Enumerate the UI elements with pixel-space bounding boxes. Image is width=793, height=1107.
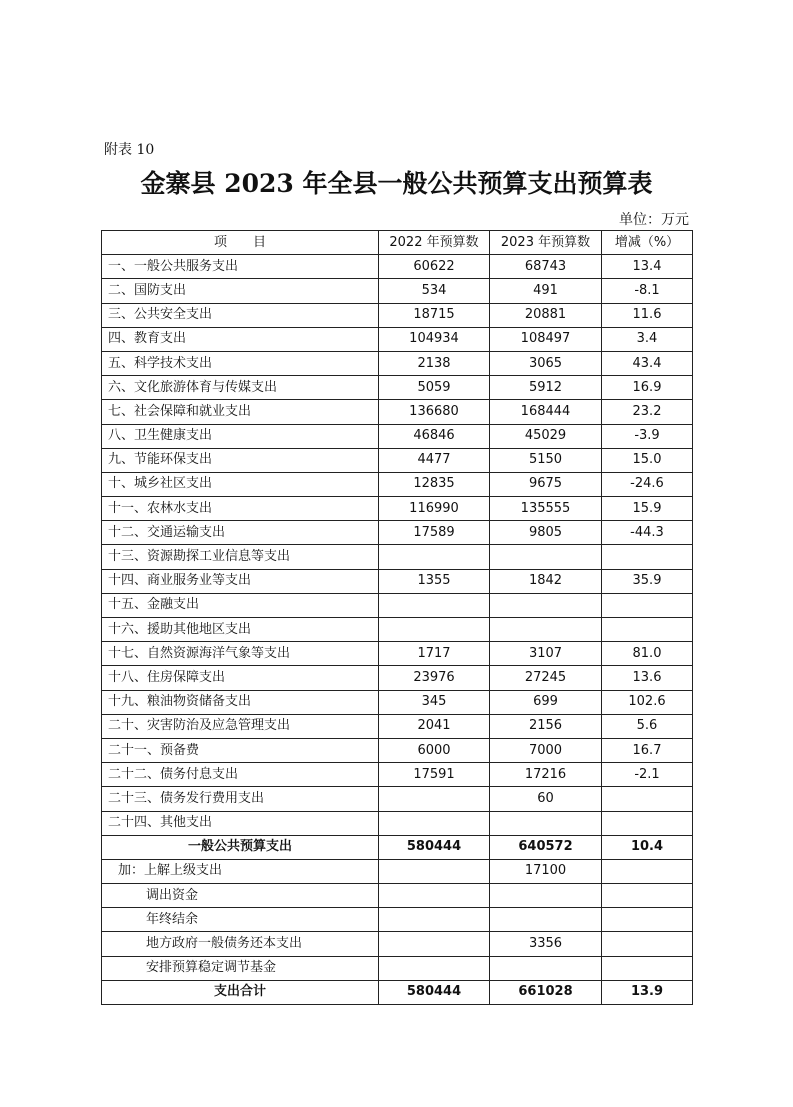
subtotal-row	[102, 835, 693, 859]
cell-change: 23.2	[602, 400, 693, 424]
cell-budget-2022: 534	[379, 279, 490, 303]
unit-label: 单位：万元	[619, 212, 689, 228]
cell-item: 十六、援助其他地区支出	[102, 618, 379, 642]
cell-item: 地方政府一般债务还本支出	[102, 932, 379, 956]
cell-budget-2023: 27245	[490, 666, 602, 690]
table-row	[102, 666, 693, 690]
cell-item: 四、教育支出	[102, 327, 379, 351]
cell-budget-2023: 9675	[490, 472, 602, 496]
cell-budget-2022: 104934	[379, 327, 490, 351]
cell-change: -8.1	[602, 279, 693, 303]
cell-item: 调出资金	[102, 884, 379, 908]
table-body	[102, 255, 693, 1005]
cell-change	[602, 956, 693, 980]
cell-budget-2022	[379, 859, 490, 883]
cell-budget-2022: 2041	[379, 714, 490, 738]
table-row	[102, 327, 693, 351]
cell-item: 二十、灾害防治及应急管理支出	[102, 714, 379, 738]
header-change: 增减（%）	[602, 231, 693, 255]
cell-change	[602, 618, 693, 642]
page-title: 金寨县 2023 年全县一般公共预算支出预算表	[140, 169, 653, 198]
cell-budget-2023: 2156	[490, 714, 602, 738]
cell-budget-2023: 3065	[490, 351, 602, 375]
table-row	[102, 472, 693, 496]
cell-budget-2023	[490, 908, 602, 932]
cell-budget-2023: 17100	[490, 859, 602, 883]
cell-item: 一般公共预算支出	[102, 835, 379, 859]
cell-change: -24.6	[602, 472, 693, 496]
cell-budget-2022: 46846	[379, 424, 490, 448]
cell-budget-2022: 18715	[379, 303, 490, 327]
cell-change: 43.4	[602, 351, 693, 375]
cell-change: 15.9	[602, 497, 693, 521]
cell-item: 十一、农林水支出	[102, 497, 379, 521]
cell-budget-2023: 168444	[490, 400, 602, 424]
cell-budget-2022	[379, 811, 490, 835]
table-row	[102, 279, 693, 303]
cell-budget-2023: 699	[490, 690, 602, 714]
table-row	[102, 618, 693, 642]
cell-budget-2022: 5059	[379, 376, 490, 400]
table-row	[102, 932, 693, 956]
cell-change: 10.4	[602, 835, 693, 859]
table-row	[102, 908, 693, 932]
appendix-label: 附表 10	[104, 142, 155, 158]
table-row	[102, 859, 693, 883]
cell-item: 十八、住房保障支出	[102, 666, 379, 690]
cell-budget-2023: 640572	[490, 835, 602, 859]
table-row	[102, 714, 693, 738]
cell-item: 十二、交通运输支出	[102, 521, 379, 545]
cell-item: 三、公共安全支出	[102, 303, 379, 327]
cell-item: 安排预算稳定调节基金	[102, 956, 379, 980]
cell-budget-2023: 491	[490, 279, 602, 303]
cell-change: 102.6	[602, 690, 693, 714]
cell-change	[602, 545, 693, 569]
cell-budget-2023: 20881	[490, 303, 602, 327]
cell-item: 五、科学技术支出	[102, 351, 379, 375]
cell-budget-2022: 580444	[379, 835, 490, 859]
cell-item: 二十四、其他支出	[102, 811, 379, 835]
cell-item: 十九、粮油物资储备支出	[102, 690, 379, 714]
cell-item: 加：上解上级支出	[102, 859, 379, 883]
cell-budget-2022	[379, 908, 490, 932]
cell-budget-2022: 116990	[379, 497, 490, 521]
cell-budget-2023: 60	[490, 787, 602, 811]
header-item: 项 目	[102, 231, 379, 255]
cell-change	[602, 884, 693, 908]
cell-item: 六、文化旅游体育与传媒支出	[102, 376, 379, 400]
cell-budget-2022	[379, 593, 490, 617]
table-row	[102, 448, 693, 472]
cell-change: 3.4	[602, 327, 693, 351]
cell-budget-2022: 17589	[379, 521, 490, 545]
cell-change: 16.9	[602, 376, 693, 400]
table-header-row	[102, 231, 693, 255]
table-row	[102, 738, 693, 762]
cell-item: 二十一、预备费	[102, 738, 379, 762]
table-row	[102, 255, 693, 279]
cell-budget-2022: 345	[379, 690, 490, 714]
cell-change	[602, 787, 693, 811]
cell-budget-2023: 108497	[490, 327, 602, 351]
cell-change	[602, 811, 693, 835]
cell-budget-2022	[379, 956, 490, 980]
cell-item: 七、社会保障和就业支出	[102, 400, 379, 424]
cell-change: 16.7	[602, 738, 693, 762]
cell-budget-2023: 7000	[490, 738, 602, 762]
table-row	[102, 956, 693, 980]
cell-budget-2023	[490, 956, 602, 980]
cell-change: 35.9	[602, 569, 693, 593]
table-row	[102, 884, 693, 908]
cell-budget-2022: 4477	[379, 448, 490, 472]
cell-item: 一、一般公共服务支出	[102, 255, 379, 279]
cell-budget-2022	[379, 618, 490, 642]
cell-budget-2022: 580444	[379, 980, 490, 1004]
cell-budget-2022: 2138	[379, 351, 490, 375]
table-row	[102, 593, 693, 617]
table-row	[102, 303, 693, 327]
cell-item: 二十二、债务付息支出	[102, 763, 379, 787]
cell-budget-2023: 68743	[490, 255, 602, 279]
cell-budget-2023: 9805	[490, 521, 602, 545]
header-budget-2023: 2023 年预算数	[490, 231, 602, 255]
cell-budget-2023	[490, 884, 602, 908]
cell-change: 5.6	[602, 714, 693, 738]
cell-budget-2022: 23976	[379, 666, 490, 690]
cell-change	[602, 593, 693, 617]
cell-change	[602, 908, 693, 932]
table-row	[102, 787, 693, 811]
cell-budget-2023: 5912	[490, 376, 602, 400]
cell-item: 十三、资源勘探工业信息等支出	[102, 545, 379, 569]
cell-budget-2023: 3107	[490, 642, 602, 666]
cell-budget-2022: 12835	[379, 472, 490, 496]
cell-item: 八、卫生健康支出	[102, 424, 379, 448]
table-row	[102, 690, 693, 714]
table-row	[102, 545, 693, 569]
cell-budget-2023: 135555	[490, 497, 602, 521]
table-row	[102, 424, 693, 448]
cell-change	[602, 932, 693, 956]
cell-budget-2022	[379, 787, 490, 811]
cell-item: 九、节能环保支出	[102, 448, 379, 472]
cell-change: -44.3	[602, 521, 693, 545]
cell-budget-2023	[490, 811, 602, 835]
cell-budget-2022: 17591	[379, 763, 490, 787]
cell-change: -3.9	[602, 424, 693, 448]
cell-change	[602, 859, 693, 883]
cell-budget-2022	[379, 884, 490, 908]
cell-budget-2023: 661028	[490, 980, 602, 1004]
table-row	[102, 497, 693, 521]
grand-total-row	[102, 980, 693, 1004]
cell-budget-2023: 45029	[490, 424, 602, 448]
cell-budget-2023: 1842	[490, 569, 602, 593]
table-row	[102, 400, 693, 424]
cell-change: 13.4	[602, 255, 693, 279]
cell-budget-2022	[379, 545, 490, 569]
cell-change: 11.6	[602, 303, 693, 327]
cell-change: 81.0	[602, 642, 693, 666]
table-row	[102, 763, 693, 787]
table-row	[102, 811, 693, 835]
table-row	[102, 569, 693, 593]
cell-budget-2022: 60622	[379, 255, 490, 279]
cell-budget-2022: 6000	[379, 738, 490, 762]
cell-item: 支出合计	[102, 980, 379, 1004]
cell-budget-2022: 1355	[379, 569, 490, 593]
cell-change: 13.6	[602, 666, 693, 690]
cell-change: 15.0	[602, 448, 693, 472]
cell-change: 13.9	[602, 980, 693, 1004]
cell-item: 十五、金融支出	[102, 593, 379, 617]
cell-item: 年终结余	[102, 908, 379, 932]
cell-item: 十四、商业服务业等支出	[102, 569, 379, 593]
cell-budget-2023	[490, 545, 602, 569]
cell-budget-2022: 136680	[379, 400, 490, 424]
cell-budget-2023: 3356	[490, 932, 602, 956]
budget-table	[101, 230, 693, 1005]
cell-budget-2023: 5150	[490, 448, 602, 472]
header-budget-2022: 2022 年预算数	[379, 231, 490, 255]
cell-budget-2023: 17216	[490, 763, 602, 787]
cell-change: -2.1	[602, 763, 693, 787]
cell-budget-2022	[379, 932, 490, 956]
table-row	[102, 642, 693, 666]
cell-budget-2023	[490, 618, 602, 642]
cell-item: 十七、自然资源海洋气象等支出	[102, 642, 379, 666]
cell-item: 十、城乡社区支出	[102, 472, 379, 496]
cell-item: 二、国防支出	[102, 279, 379, 303]
cell-budget-2022: 1717	[379, 642, 490, 666]
table-row	[102, 351, 693, 375]
table-row	[102, 376, 693, 400]
cell-item: 二十三、债务发行费用支出	[102, 787, 379, 811]
table-row	[102, 521, 693, 545]
cell-budget-2023	[490, 593, 602, 617]
